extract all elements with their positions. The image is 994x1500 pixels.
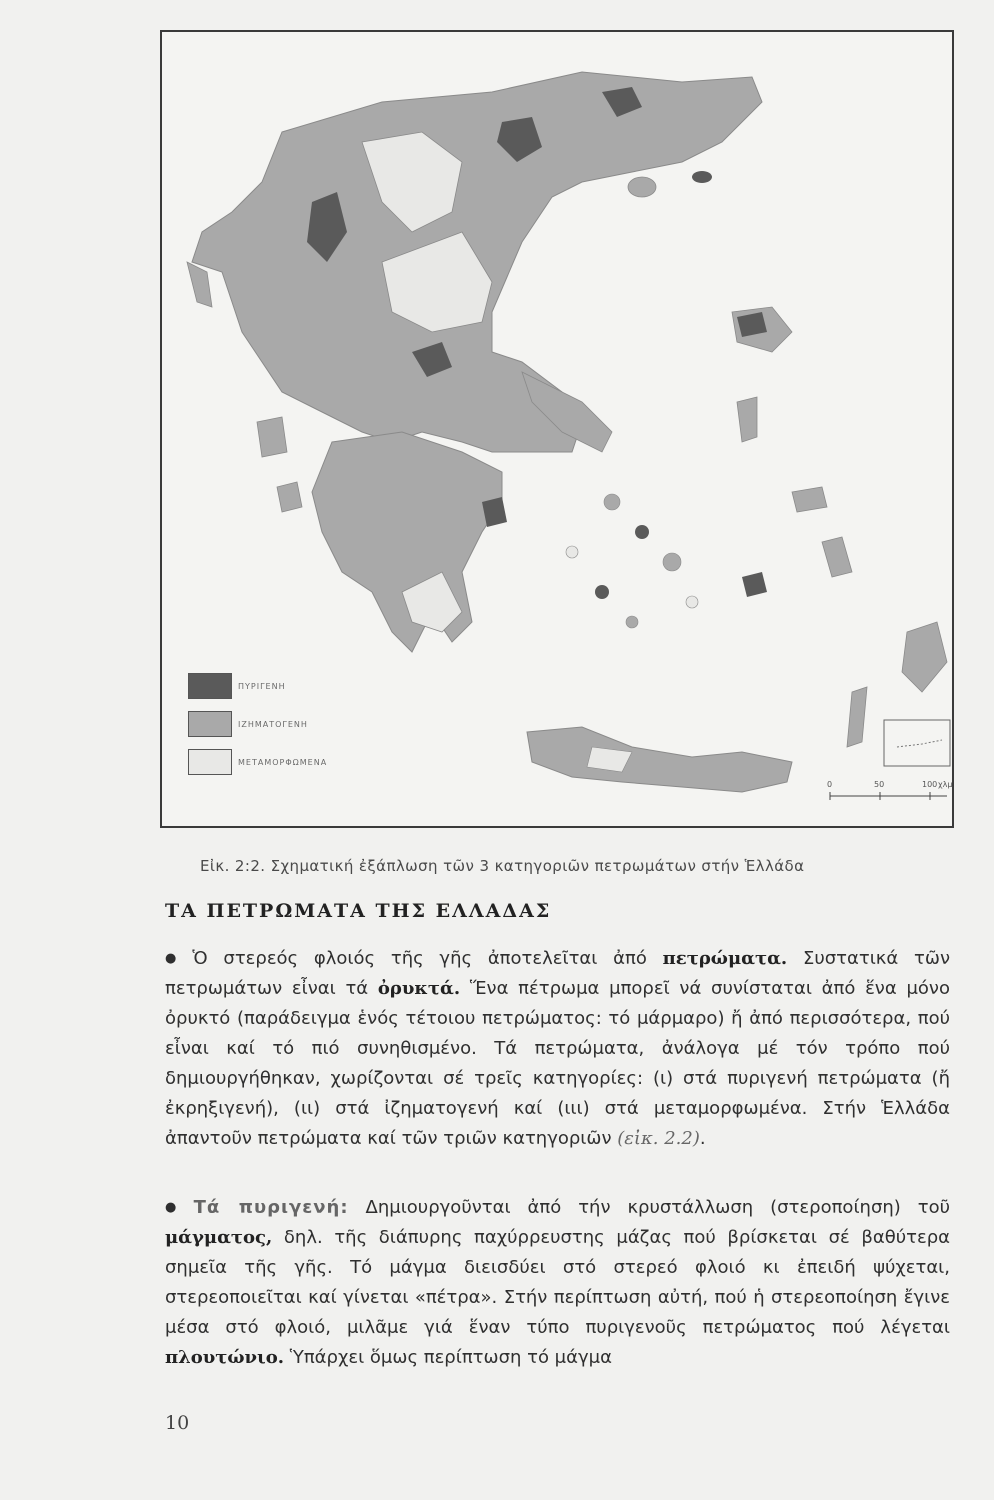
- p2-term-igneous: Τά πυριγενή:: [193, 1197, 349, 1218]
- inset-map-box: [884, 720, 950, 766]
- p1-text-4: .: [699, 1128, 706, 1149]
- legend-igneous: [188, 672, 286, 700]
- scale-label-0: 0: [827, 780, 833, 789]
- p2-text-3: Ὑπάρχει ὅμως περίπτωση τό μάγμα: [284, 1347, 612, 1368]
- legend-label-igneous: ΠΥΡΙΓΕΝΗ: [238, 681, 286, 691]
- cyclades-island-6: [626, 616, 638, 628]
- corfu-island: [187, 262, 212, 307]
- p2-text-2: δηλ. τῆς διάπυρης παχύρρευστης μάζας πού βρίσκεται σέ βαθύτερα σημεῖα τῆς γῆς. Τό μάγμα διεισδύει στό στερεό φλοιό κι ἐπειδή ψύχεται, στερεοποιεῖται καί γίνεται «πέτρα». Στήν περίπτωση αὐτή, πού ἡ στερεοποίηση ἔγινε μέσα στό φλοιό, μιλᾶμε γιά ἕναν τύπο πυριγενοῦς πετρώματος πού λέγεται: [165, 1227, 950, 1338]
- legend-sedimentary: [188, 710, 308, 738]
- p1-text-2: Συστατικά τῶν πετρωμάτων εἶναι τά: [165, 948, 950, 999]
- bullet-2: ●: [165, 1200, 188, 1215]
- cyclades-island-1: [604, 494, 620, 510]
- cyclades-island-5: [686, 596, 698, 608]
- p1-term-rocks: πετρώματα.: [662, 948, 788, 969]
- p2-term-plutonic: πλουτώνιο.: [165, 1347, 285, 1368]
- scale-unit: χλμ: [938, 780, 953, 789]
- rhodes-island: [902, 622, 947, 692]
- dodecanese-island-3: [742, 572, 767, 597]
- p2-text-1: Δημιουργοῦνται ἀπό τήν κρυστάλλωση (στεροποίηση) τοῦ: [348, 1197, 950, 1218]
- crete-island: [527, 727, 792, 792]
- p2-term-magma: μάγματος,: [165, 1227, 273, 1248]
- p1-term-minerals: ὀρυκτά.: [377, 978, 461, 999]
- peloponnese-landmass: [312, 432, 502, 652]
- karpathos-island: [847, 687, 867, 747]
- legend-swatch-sedimentary: [188, 711, 232, 737]
- cyclades-island-7: [566, 546, 578, 558]
- paragraph-igneous: [165, 1193, 950, 1373]
- p1-text-1: Ὁ στερεός φλοιός τῆς γῆς ἀποτελεῖται ἀπό: [192, 948, 663, 969]
- p1-figure-ref: (εἰκ. 2.2): [617, 1128, 700, 1149]
- p1-text-3: Ἕνα πέτρωμα μπορεῖ νά συνίσταται ἀπό ἕνα μόνο ὀρυκτό (παράδειγμα ἑνός τέτοιου πετρώματος: τό μάρμαρο) ἤ ἀπό περισσότερα, πού εἶναι καί τό πιό συνηθισμένο. Τά πετρώματα, ἀνάλογα μέ τόν τρόπο πού δημιουργήθηκαν, χωρίζονται σέ τρεῖς κατηγορίες: (ι) στά πυριγενή πετρώματα (ἤ ἐκρηξιγενή), (ιι) στά ἰζηματογενή καί (ιιι) στά μεταμορφωμένα. Στήν Ἑλλάδα ἀπαντοῦν πετρώματα καί τῶν τριῶν κατηγοριῶν: [165, 978, 950, 1149]
- samothrace-island: [692, 171, 712, 183]
- dodecanese-island-2: [822, 537, 852, 577]
- inset-map-shape: [897, 740, 942, 747]
- bullet-1: ●: [165, 951, 187, 966]
- zakynthos-island: [277, 482, 302, 512]
- geology-map-figure: [160, 30, 954, 828]
- legend-label-metamorphic: ΜΕΤΑΜΟΡΦΩΜΕΝΑ: [238, 757, 328, 767]
- dodecanese-island-1: [792, 487, 827, 512]
- greece-rock-map: [162, 32, 952, 826]
- thasos-island: [628, 177, 656, 197]
- cyclades-island-2: [635, 525, 649, 539]
- page-number: 10: [165, 1412, 190, 1434]
- cyclades-island-4: [595, 585, 609, 599]
- kefalonia-island: [257, 417, 287, 457]
- chios-island: [737, 397, 757, 442]
- paragraph-rocks-intro: [165, 944, 950, 1154]
- legend-label-sedimentary: ΙΖΗΜΑΤΟΓΕΝΗ: [238, 719, 308, 729]
- legend-swatch-metamorphic: [188, 749, 232, 775]
- cyclades-island-3: [663, 553, 681, 571]
- legend-metamorphic: [188, 748, 327, 776]
- figure-caption: Εἰκ. 2:2. Σχηματική ἐξάπλωση τῶν 3 κατηγοριῶν πετρωμάτων στήν Ἑλλάδα: [200, 857, 805, 875]
- section-title: ΤΑ ΠΕΤΡΩΜΑΤΑ ΤΗΣ ΕΛΛΑΔΑΣ: [165, 900, 552, 922]
- scale-label-100: 100: [922, 780, 938, 789]
- scale-label-50: 50: [874, 780, 885, 789]
- legend-swatch-igneous: [188, 673, 232, 699]
